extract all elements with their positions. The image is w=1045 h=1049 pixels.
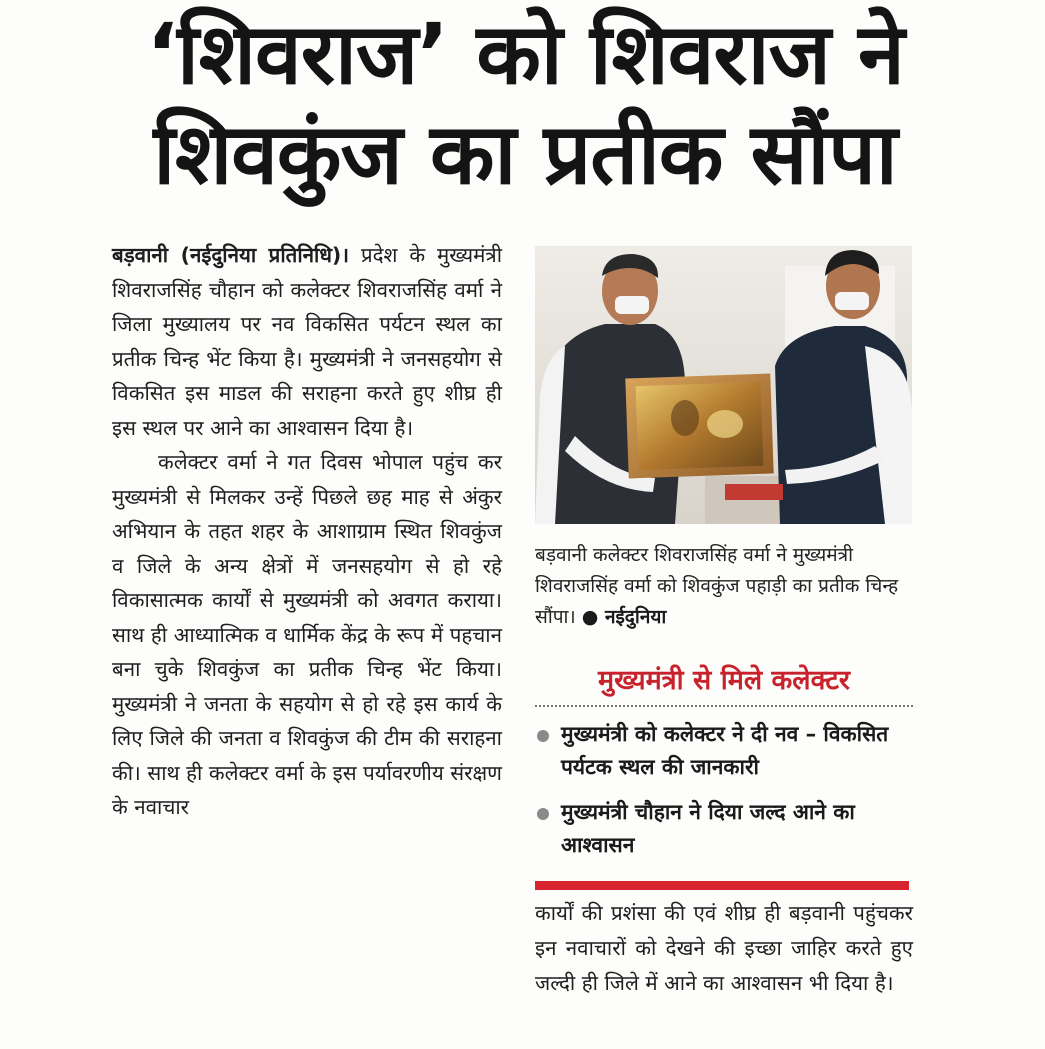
photo-caption-text: बड़वानी कलेक्टर शिवराजसिंह वर्मा ने मुख्यमंत्री शिवराजसिंह वर्मा को शिवकुंज पहाड़ी का प्रतीक चिन्ह सौंपा। — [535, 544, 899, 628]
highlight-item — [535, 796, 913, 862]
bullet-icon — [537, 730, 549, 742]
bullet-icon — [537, 808, 549, 820]
headline-line-2: शिवकुंज का प्रतीक सौंपा — [153, 105, 897, 203]
sidebar-subheading: मुख्यमंत्री से मिले कलेक्टर — [598, 665, 850, 696]
highlights-list — [535, 718, 913, 874]
photo-caption — [535, 540, 913, 633]
photo-illustration — [535, 246, 912, 524]
highlight-text: मुख्यमंत्री को कलेक्टर ने दी नव – विकसित पर्यटक स्थल की जानकारी — [561, 722, 889, 779]
article-para-2: कलेक्टर वर्मा ने गत दिवस भोपाल पहुंच कर मुख्यमंत्री से मिलकर उन्हें पिछले छह माह से अंकुर अभियान के तहत शहर के आशाग्राम स्थित शिवकुंज व जिले के अन्य क्षेत्रों में जनसहयोग से हो रहे विकासात्मक कार्यों से मुख्यमंत्री को अवगत कराया। साथ ही आध्यात्मिक व धार्मिक केंद्र के रूप में पहचान बना चुके शिवकुंज का प्रतीक चिन्ह भेंट किया। मुख्यमंत्री ने जनता के सहयोग से हो रहे इस कार्य के लिए जिले की जनता व शिवकुंज की टीम की सराहना की। साथ ही कलेक्टर वर्मा के इस पर्यावरणीय संरक्षण के नवाचार — [112, 450, 502, 819]
highlight-text: मुख्यमंत्री चौहान ने दिया जल्द आने का आश्वासन — [561, 800, 855, 857]
photo-credit: ● नईदुनिया — [581, 606, 667, 628]
article-para-1-text: प्रदेश के मुख्यमंत्री शिवराजसिंह चौहान को कलेक्टर शिवराजसिंह वर्मा ने जिला मुख्यालय पर नव विकसित पर्यटन स्थल का प्रतीक चिन्ह भेंट किया है। मुख्यमंत्री ने जनसहयोग से विकसित इस माडल की सराहना करते हुए शीघ्र ही इस स्थल पर आने का आश्वासन दिया है। — [112, 243, 502, 440]
article-continuation — [535, 896, 913, 1001]
photo-credit-text: नईदुनिया — [604, 606, 667, 628]
headline-line-1: ‘शिवराज’ को शिवराज ने — [146, 5, 904, 103]
dotted-divider — [535, 705, 913, 707]
byline: बड़वानी (नईदुनिया प्रतिनिधि)। — [112, 243, 350, 267]
highlight-item — [535, 718, 913, 784]
headline — [60, 4, 990, 204]
article-para-3: कार्यों की प्रशंसा की एवं शीघ्र ही बड़वानी पहुंचकर इन नवाचारों को देखने की इच्छा जाहिर करते हुए जल्दी ही जिले में आने का आश्वासन भी दिया है। — [535, 901, 913, 995]
article-main-column — [112, 238, 502, 825]
article-para-1 — [112, 238, 502, 445]
red-divider — [535, 881, 909, 890]
news-photo — [535, 246, 912, 524]
